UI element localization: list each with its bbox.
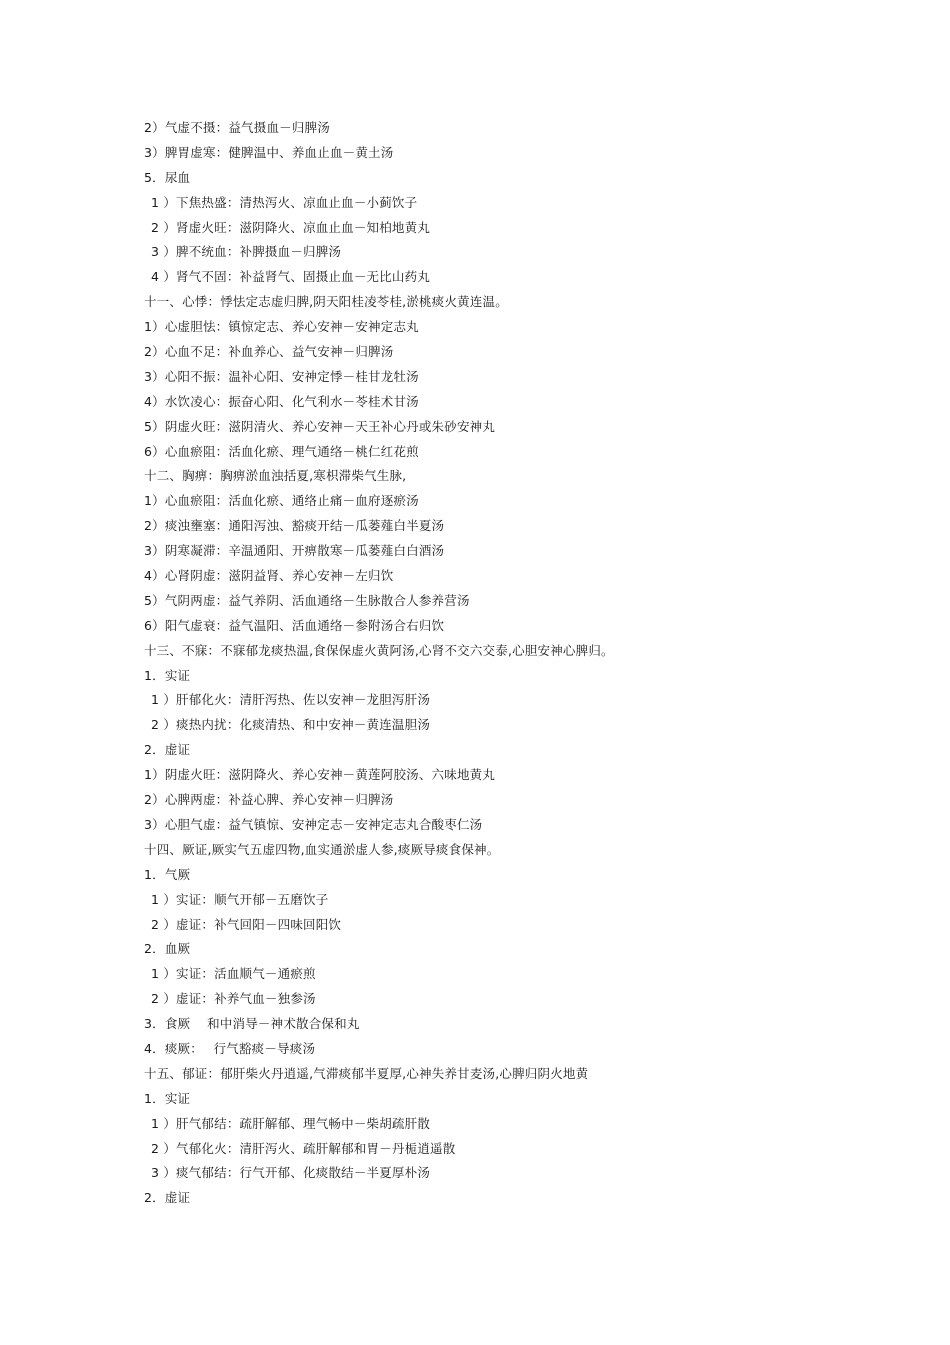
text-line: 十五、郁证：郁肝柴火丹逍遥,气滞痰郁半夏厚,心神失养甘麦汤,心脾归阴火地黄 <box>144 1065 589 1081</box>
text-line: 1 ）实证：顺气开郁－五磨饮子 <box>151 891 329 907</box>
text-line: 6）心血瘀阻：活血化瘀、理气通络－桃仁红花煎 <box>144 443 419 459</box>
text-line: 1 ）肝郁化火：清肝泻热、佐以安神－龙胆泻肝汤 <box>151 692 431 708</box>
text-line: 2 ）气郁化火：清肝泻火、疏肝解郁和胃－丹栀逍遥散 <box>151 1140 456 1156</box>
text-line: 1 ）实证：活血顺气－通瘀煎 <box>151 966 316 982</box>
text-line: 1）阴虚火旺：滋阴降火、养心安神－黄莲阿胶汤、六味地黄丸 <box>144 767 496 783</box>
text-line: 4）心肾阴虚：滋阴益肾、养心安神－左归饮 <box>144 568 394 584</box>
text-line: 2）痰浊壅塞：通阳泻浊、豁痰开结－瓜蒌薤白半夏汤 <box>144 518 445 534</box>
text-line: 2 ）虚证：补气回阳－四味回阳饮 <box>151 916 342 932</box>
text-line: 5．尿血 <box>144 169 191 185</box>
text-line: 3．食厥 和中消导－神术散合保和丸 <box>144 1016 360 1032</box>
text-line: 1）心虚胆怯：镇惊定志、养心安神－安神定志丸 <box>144 319 419 335</box>
text-line: 2 ）虚证：补养气血－独参汤 <box>151 991 316 1007</box>
text-line: 3 ）脾不统血：补脾摄血－归脾汤 <box>151 244 342 260</box>
text-line: 4）水饮凌心：振奋心阳、化气利水－苓桂术甘汤 <box>144 393 419 409</box>
text-line: 十三、不寐：不寐郁龙痰热温,食保保虚火黄阿汤,心肾不交六交泰,心胆安神心脾归。 <box>144 642 614 658</box>
text-line: 3）心阳不振：温补心阳、安神定悸－桂甘龙牡汤 <box>144 368 419 384</box>
text-line: 6）阳气虚衰：益气温阳、活血通络－参附汤合右归饮 <box>144 617 445 633</box>
document-body <box>144 116 904 1211</box>
text-line: 1 ）下焦热盛：清热泻火、凉血止血－小蓟饮子 <box>151 194 418 210</box>
text-line: 2 ）痰热内扰：化痰清热、和中安神－黄连温胆汤 <box>151 717 431 733</box>
text-line: 1．实证 <box>144 667 191 683</box>
text-line: 3）脾胃虚寒：健脾温中、养血止血－黄土汤 <box>144 144 394 160</box>
text-line: 十一、心悸：悸怯定志虚归脾,阴天阳桂凌苓桂,淤桃痰火黄连温。 <box>144 294 508 310</box>
text-line: 2）心血不足：补血养心、益气安神－归脾汤 <box>144 344 394 360</box>
text-line: 2．虚证 <box>144 1190 191 1206</box>
text-line: 2 ）肾虚火旺：滋阴降火、凉血止血－知柏地黄丸 <box>151 219 431 235</box>
text-line: 5）气阴两虚：益气养阴、活血通络－生脉散合人参养营汤 <box>144 592 470 608</box>
text-line: 十二、胸痹：胸痹淤血浊括夏,寒枳滞柴气生脉, <box>144 468 407 484</box>
text-line: 2．虚证 <box>144 742 191 758</box>
text-line: 2）心脾两虚：补益心脾、养心安神－归脾汤 <box>144 792 394 808</box>
text-line: 2）气虚不摄：益气摄血－归脾汤 <box>144 120 330 135</box>
text-line: 3）心胆气虚：益气镇惊、安神定志－安神定志丸合酸枣仁汤 <box>144 816 483 832</box>
text-line: 1 ）肝气郁结：疏肝解郁、理气畅中－柴胡疏肝散 <box>151 1115 431 1131</box>
text-line: 1．实证 <box>144 1090 191 1106</box>
text-line: 4．痰厥： 行气豁痰－导痰汤 <box>144 1040 316 1056</box>
text-line: 十四、厥证,厥实气五虚四物,血实通淤虚人参,痰厥导痰食保神。 <box>144 841 500 857</box>
text-line: 3）阴寒凝滞：辛温通阳、开痹散寒－瓜蒌薤白白酒汤 <box>144 543 445 559</box>
text-line: 5）阴虚火旺：滋阴清火、养心安神－天王补心丹或朱砂安神丸 <box>144 418 496 434</box>
text-line: 1．气厥 <box>144 866 191 882</box>
text-line: 3 ）痰气郁结：行气开郁、化痰散结－半夏厚朴汤 <box>151 1165 431 1181</box>
text-line: 2．血厥 <box>144 941 191 957</box>
text-line: 4 ）肾气不固：补益肾气、固摄止血－无比山药丸 <box>151 269 431 285</box>
text-line: 1）心血瘀阻：活血化瘀、通络止痛－血府逐瘀汤 <box>144 493 419 509</box>
